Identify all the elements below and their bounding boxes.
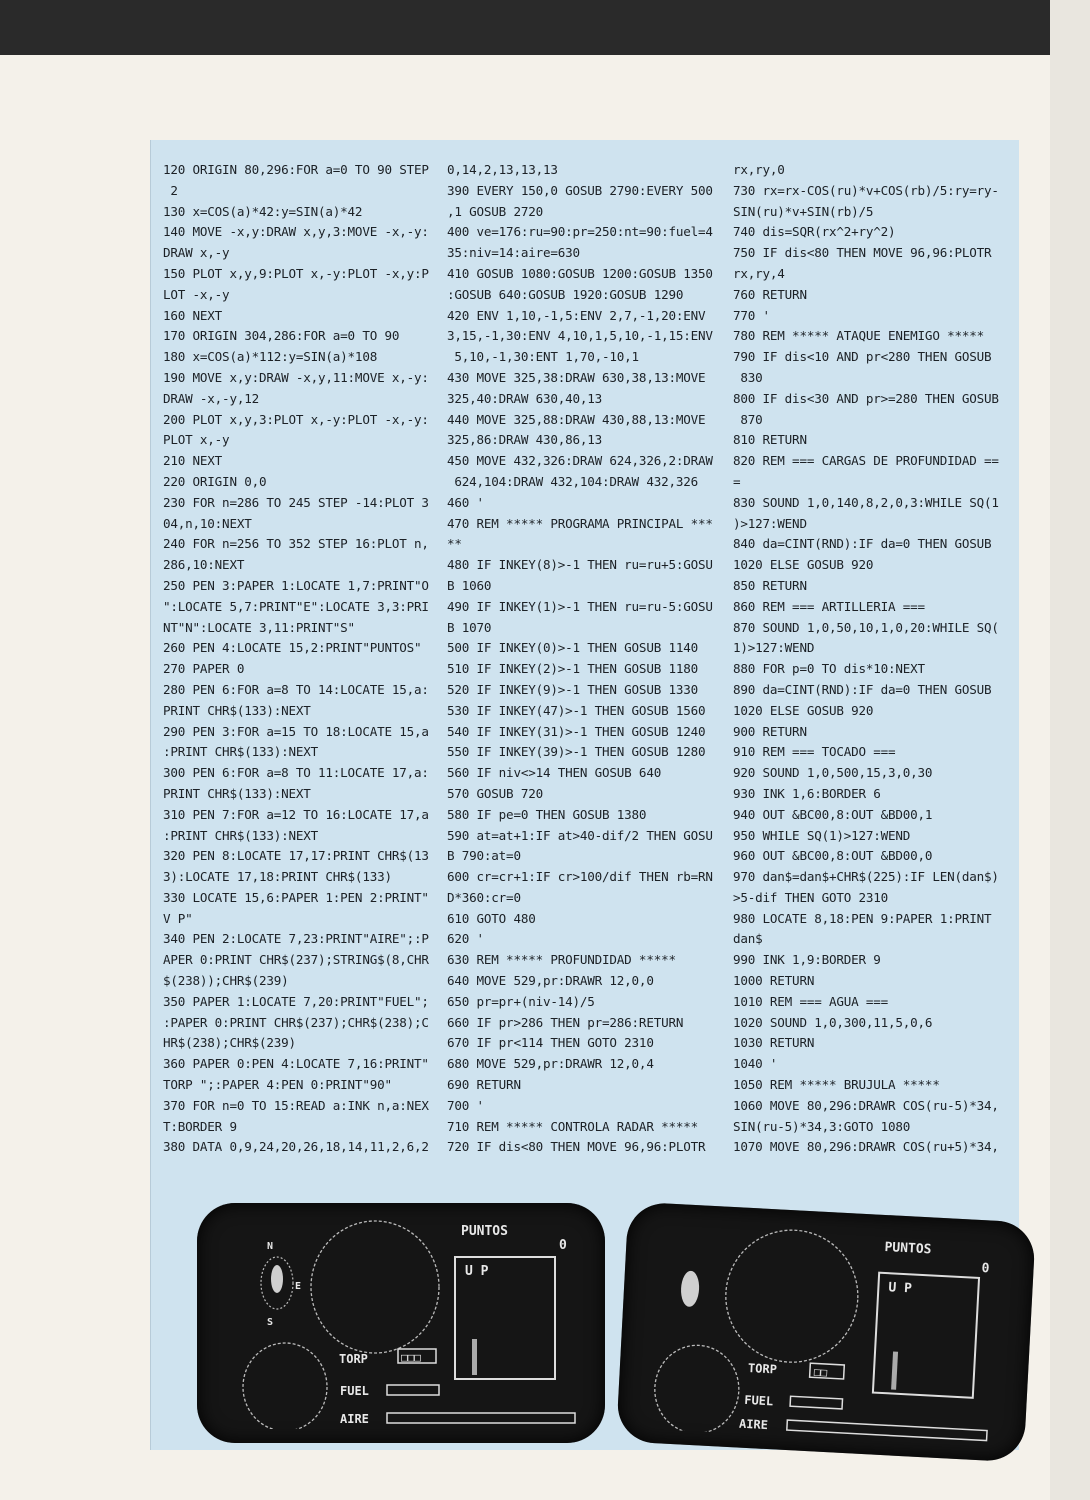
aire-bar — [387, 1413, 575, 1423]
listing-column-3 — [733, 160, 1013, 1158]
code-line: 490 IF INKEY(1)>-1 THEN ru=ru-5:GOSU — [447, 598, 713, 614]
torp-label: TORP — [339, 1352, 368, 1366]
up-label: U P — [888, 1280, 913, 1297]
code-line: 180 x=COS(a)*112:y=SIN(a)*108 — [163, 349, 378, 365]
game-screen — [215, 1217, 587, 1429]
code-line: 1020 SOUND 1,0,300,11,5,0,6 — [733, 1014, 933, 1030]
code-line: 3):LOCATE 17,18:PRINT CHR$(133) — [163, 869, 392, 885]
code-line: 380 DATA 0,9,24,20,26,18,14,11,2,6,2 — [163, 1139, 429, 1155]
book-spine — [1050, 0, 1090, 1500]
compass-south-label: S — [267, 1317, 274, 1328]
code-line: SIN(ru)*v+SIN(rb)/5 — [733, 203, 874, 219]
compass-needle-icon — [680, 1270, 700, 1307]
code-line: 830 — [733, 369, 763, 385]
code-line: 1)>127:WEND — [733, 640, 815, 656]
code-line: 610 GOTO 480 — [447, 910, 536, 926]
code-line: PRINT CHR$(133):NEXT — [163, 785, 311, 801]
aire-label: AIRE — [738, 1416, 769, 1433]
code-line: 330 LOCATE 15,6:PAPER 1:PEN 2:PRINT" — [163, 889, 429, 905]
code-line: DRAW -x,-y,12 — [163, 390, 259, 406]
code-line: 360 PAPER 0:PEN 4:LOCATE 7,16:PRINT" — [163, 1056, 429, 1072]
torp-value: □□□ — [401, 1351, 421, 1364]
code-line: 470 REM ***** PROGRAMA PRINCIPAL *** — [447, 515, 713, 531]
compass-north-label: N — [267, 1241, 274, 1252]
code-line: T:BORDER 9 — [163, 1118, 237, 1134]
game-screenshot-2 — [616, 1201, 1036, 1462]
code-line: 510 IF INKEY(2)>-1 THEN GOSUB 1180 — [447, 661, 698, 677]
aire-label: AIRE — [340, 1412, 369, 1426]
code-line: :PRINT CHR$(133):NEXT — [163, 827, 319, 843]
code-line: PRINT CHR$(133):NEXT — [163, 702, 311, 718]
code-line: 970 dan$=dan$+CHR$(225):IF LEN(dan$) — [733, 869, 999, 885]
code-line: 760 RETURN — [733, 286, 807, 302]
code-line: rx,ry,4 — [733, 265, 785, 281]
code-line: 570 GOSUB 720 — [447, 785, 543, 801]
code-line: 220 ORIGIN 0,0 — [163, 473, 267, 489]
code-line: 650 pr=pr+(niv-14)/5 — [447, 993, 595, 1009]
code-line: 800 IF dis<30 AND pr>=280 THEN GOSUB — [733, 390, 999, 406]
code-line: 5,10,-1,30:ENT 1,70,-10,1 — [447, 349, 639, 365]
code-line: 810 RETURN — [733, 432, 807, 448]
code-line: 270 PAPER 0 — [163, 661, 245, 677]
code-line: 350 PAPER 1:LOCATE 7,20:PRINT"FUEL"; — [163, 993, 429, 1009]
code-line: >5-dif THEN GOTO 2310 — [733, 889, 889, 905]
code-line: 200 PLOT x,y,3:PLOT x,-y:PLOT -x,-y: — [163, 411, 429, 427]
code-line: 580 IF pe=0 THEN GOSUB 1380 — [447, 806, 647, 822]
compass-east-label: E — [295, 1281, 302, 1292]
code-line: 410 GOSUB 1080:GOSUB 1200:GOSUB 1350 — [447, 265, 713, 281]
game-screen — [635, 1216, 1018, 1447]
code-line: 310 PEN 7:FOR a=12 TO 16:LOCATE 17,a — [163, 806, 429, 822]
code-line: 420 ENV 1,10,-1,5:ENV 2,7,-1,20:ENV — [447, 307, 706, 323]
code-line: 950 WHILE SQ(1)>127:WEND — [733, 827, 911, 843]
score-value: 0 — [981, 1261, 990, 1277]
code-line: 2 — [163, 182, 178, 198]
code-line: 900 RETURN — [733, 723, 807, 739]
code-line: 980 LOCATE 8,18:PEN 9:PAPER 1:PRINT — [733, 910, 992, 926]
code-line: 260 PEN 4:LOCATE 15,2:PRINT"PUNTOS" — [163, 640, 422, 656]
code-line: 340 PEN 2:LOCATE 7,23:PRINT"AIRE";:P — [163, 931, 429, 947]
code-line: 790 IF dis<10 AND pr<280 THEN GOSUB — [733, 349, 992, 365]
radar-scope — [243, 1343, 327, 1429]
code-line: APER 0:PRINT CHR$(237);STRING$(8,CHR — [163, 952, 429, 968]
code-line: 520 IF INKEY(9)>-1 THEN GOSUB 1330 — [447, 681, 698, 697]
code-line: 750 IF dis<80 THEN MOVE 96,96:PLOTR — [733, 245, 992, 261]
depth-bar — [891, 1352, 898, 1390]
code-line: B 1060 — [447, 577, 492, 593]
code-line: rx,ry,0 — [733, 162, 785, 177]
code-line: 1030 RETURN — [733, 1035, 815, 1051]
code-line: 624,104:DRAW 432,104:DRAW 432,326 — [447, 473, 698, 489]
code-line: 280 PEN 6:FOR a=8 TO 14:LOCATE 15,a: — [163, 681, 429, 697]
code-line: 1070 MOVE 80,296:DRAWR COS(ru+5)*34, — [733, 1139, 999, 1155]
code-line: 680 MOVE 529,pr:DRAWR 12,0,4 — [447, 1056, 654, 1072]
code-line: 1020 ELSE GOSUB 920 — [733, 702, 874, 718]
code-line: ** — [447, 536, 462, 552]
code-line: 550 IF INKEY(39)>-1 THEN GOSUB 1280 — [447, 744, 706, 760]
fuel-label: FUEL — [340, 1384, 369, 1398]
code-line: D*360:cr=0 — [447, 889, 521, 905]
code-line: :PRINT CHR$(133):NEXT — [163, 744, 319, 760]
code-line: 560 IF niv<>14 THEN GOSUB 640 — [447, 765, 662, 781]
code-line: 300 PEN 6:FOR a=8 TO 11:LOCATE 17,a: — [163, 765, 429, 781]
code-line: 1050 REM ***** BRUJULA ***** — [733, 1077, 940, 1093]
code-line: 210 NEXT — [163, 453, 223, 469]
code-line: 700 ' — [447, 1097, 484, 1113]
periscope-view — [722, 1227, 861, 1366]
code-line: 710 REM ***** CONTROLA RADAR ***** — [447, 1118, 698, 1134]
code-line: SIN(ru-5)*34,3:GOTO 1080 — [733, 1118, 911, 1134]
code-line: 190 MOVE x,y:DRAW -x,y,11:MOVE x,-y: — [163, 369, 429, 385]
code-line: 600 cr=cr+1:IF cr>100/dif THEN rb=RN — [447, 869, 713, 885]
code-line: 325,40:DRAW 630,40,13 — [447, 390, 603, 406]
torp-label: TORP — [747, 1360, 778, 1377]
code-line: 230 FOR n=286 TO 245 STEP -14:PLOT 3 — [163, 494, 429, 510]
code-line: 460 ' — [447, 494, 484, 510]
code-line: 740 dis=SQR(rx^2+ry^2) — [733, 224, 896, 240]
score-value: 0 — [559, 1238, 567, 1253]
code-line: 840 da=CINT(RND):IF da=0 THEN GOSUB — [733, 536, 992, 552]
code-line: NT"N":LOCATE 3,11:PRINT"S" — [163, 619, 355, 635]
code-line: 640 MOVE 529,pr:DRAWR 12,0,0 — [447, 973, 654, 989]
fuel-bar — [387, 1385, 439, 1395]
code-line: 240 FOR n=256 TO 352 STEP 16:PLOT n, — [163, 536, 429, 552]
code-line: 250 PEN 3:PAPER 1:LOCATE 1,7:PRINT"O — [163, 577, 429, 593]
code-line: 290 PEN 3:FOR a=15 TO 18:LOCATE 15,a — [163, 723, 429, 739]
code-line: 880 FOR p=0 TO dis*10:NEXT — [733, 661, 925, 677]
code-line: 3,15,-1,30:ENV 4,10,1,5,10,-1,15:ENV — [447, 328, 713, 344]
code-line: 830 SOUND 1,0,140,8,2,0,3:WHILE SQ(1 — [733, 494, 999, 510]
code-line: 286,10:NEXT — [163, 557, 245, 573]
code-line: B 1070 — [447, 619, 492, 635]
code-line: 1040 ' — [733, 1056, 778, 1072]
code-line: 540 IF INKEY(31)>-1 THEN GOSUB 1240 — [447, 723, 706, 739]
code-line: 860 REM === ARTILLERIA === — [733, 598, 925, 614]
code-line: 500 IF INKEY(0)>-1 THEN GOSUB 1140 — [447, 640, 698, 656]
listing-column-1 — [163, 160, 443, 1158]
code-line: 910 REM === TOCADO === — [733, 744, 896, 760]
code-line: :GOSUB 640:GOSUB 1920:GOSUB 1290 — [447, 286, 684, 302]
code-line: 320 PEN 8:LOCATE 17,17:PRINT CHR$(13 — [163, 848, 429, 864]
code-line: ":LOCATE 5,7:PRINT"E":LOCATE 3,3:PRI — [163, 598, 429, 614]
up-label: U P — [465, 1264, 489, 1279]
code-line: 960 OUT &BC00,8:OUT &BD00,0 — [733, 848, 933, 864]
puntos-label: PUNTOS — [884, 1239, 932, 1258]
code-line: B 790:at=0 — [447, 848, 521, 864]
code-line: 630 REM ***** PROFUNDIDAD ***** — [447, 952, 676, 968]
code-line: 370 FOR n=0 TO 15:READ a:INK n,a:NEX — [163, 1097, 429, 1113]
code-line: 730 rx=rx-COS(ru)*v+COS(rb)/5:ry=ry- — [733, 182, 999, 198]
code-line: 530 IF INKEY(47)>-1 THEN GOSUB 1560 — [447, 702, 706, 718]
code-line: TORP ";:PAPER 4:PEN 0:PRINT"90" — [163, 1077, 392, 1093]
code-line: 870 — [733, 411, 763, 427]
code-line: DRAW x,-y — [163, 245, 230, 261]
code-line: 670 IF pr<114 THEN GOTO 2310 — [447, 1035, 654, 1051]
code-line: 170 ORIGIN 304,286:FOR a=0 TO 90 — [163, 328, 400, 344]
compass-needle-icon — [271, 1265, 283, 1293]
code-line: LOT -x,-y — [163, 286, 230, 302]
code-line: 150 PLOT x,y,9:PLOT x,-y:PLOT -x,y:P — [163, 265, 429, 281]
depth-bar — [472, 1339, 477, 1375]
code-line: :PAPER 0:PRINT CHR$(237);CHR$(238);C — [163, 1014, 429, 1030]
code-line: 590 at=at+1:IF at>40-dif/2 THEN GOSU — [447, 827, 713, 843]
fuel-label: FUEL — [743, 1392, 774, 1409]
code-line: 890 da=CINT(RND):IF da=0 THEN GOSUB — [733, 681, 992, 697]
code-line: 480 IF INKEY(8)>-1 THEN ru=ru+5:GOSU — [447, 557, 713, 573]
code-line: HR$(238);CHR$(239) — [163, 1035, 296, 1051]
code-line: 0,14,2,13,13,13 — [447, 162, 558, 177]
code-line: 940 OUT &BC00,8:OUT &BD00,1 — [733, 806, 933, 822]
torp-value: □□ — [813, 1365, 828, 1380]
code-line: 720 IF dis<80 THEN MOVE 96,96:PLOTR — [447, 1139, 706, 1155]
code-line: )>127:WEND — [733, 515, 807, 531]
code-line: 780 REM ***** ATAQUE ENEMIGO ***** — [733, 328, 984, 344]
code-line: 850 RETURN — [733, 577, 807, 593]
fuel-bar — [790, 1396, 842, 1409]
code-line: 1010 REM === AGUA === — [733, 993, 889, 1009]
game-screenshot-1 — [197, 1203, 605, 1443]
code-line: 920 SOUND 1,0,500,15,3,0,30 — [733, 765, 933, 781]
code-line: 930 INK 1,6:BORDER 6 — [733, 785, 881, 801]
code-line: PLOT x,-y — [163, 432, 230, 448]
puntos-label: PUNTOS — [461, 1224, 508, 1239]
code-line: 325,86:DRAW 430,86,13 — [447, 432, 603, 448]
listing-column-2 — [447, 160, 727, 1158]
code-line: 04,n,10:NEXT — [163, 515, 252, 531]
code-line: 1020 ELSE GOSUB 920 — [733, 557, 874, 573]
code-line: 130 x=COS(a)*42:y=SIN(a)*42 — [163, 203, 363, 219]
periscope-view — [311, 1221, 439, 1353]
code-line: 120 ORIGIN 80,296:FOR a=0 TO 90 STEP — [163, 162, 429, 177]
code-line: 660 IF pr>286 THEN pr=286:RETURN — [447, 1014, 684, 1030]
code-line: 990 INK 1,9:BORDER 9 — [733, 952, 881, 968]
code-line: 820 REM === CARGAS DE PROFUNDIDAD == — [733, 453, 999, 469]
radar-scope — [653, 1343, 741, 1435]
code-line: 870 SOUND 1,0,50,10,1,0,20:WHILE SQ( — [733, 619, 999, 635]
code-line: 1000 RETURN — [733, 973, 815, 989]
code-line: 35:niv=14:aire=630 — [447, 245, 580, 261]
code-line: dan$ — [733, 931, 763, 947]
code-line: 440 MOVE 325,88:DRAW 430,88,13:MOVE — [447, 411, 706, 427]
aire-bar — [787, 1420, 987, 1440]
code-line: V P" — [163, 910, 193, 926]
code-line: 1060 MOVE 80,296:DRAWR COS(ru-5)*34, — [733, 1097, 999, 1113]
code-line: 390 EVERY 150,0 GOSUB 2790:EVERY 500 — [447, 182, 713, 198]
code-line: 140 MOVE -x,y:DRAW x,y,3:MOVE -x,-y: — [163, 224, 429, 240]
code-line: 770 ' — [733, 307, 770, 323]
code-line: = — [733, 473, 741, 489]
code-line: 430 MOVE 325,38:DRAW 630,38,13:MOVE — [447, 369, 706, 385]
code-line: 160 NEXT — [163, 307, 223, 323]
code-line: 690 RETURN — [447, 1077, 521, 1093]
code-line: $(238));CHR$(239) — [163, 973, 289, 989]
code-line: 400 ve=176:ru=90:pr=250:nt=90:fuel=4 — [447, 224, 713, 240]
code-line: 620 ' — [447, 931, 484, 947]
code-line: 450 MOVE 432,326:DRAW 624,326,2:DRAW — [447, 453, 713, 469]
code-line: ,1 GOSUB 2720 — [447, 203, 543, 219]
